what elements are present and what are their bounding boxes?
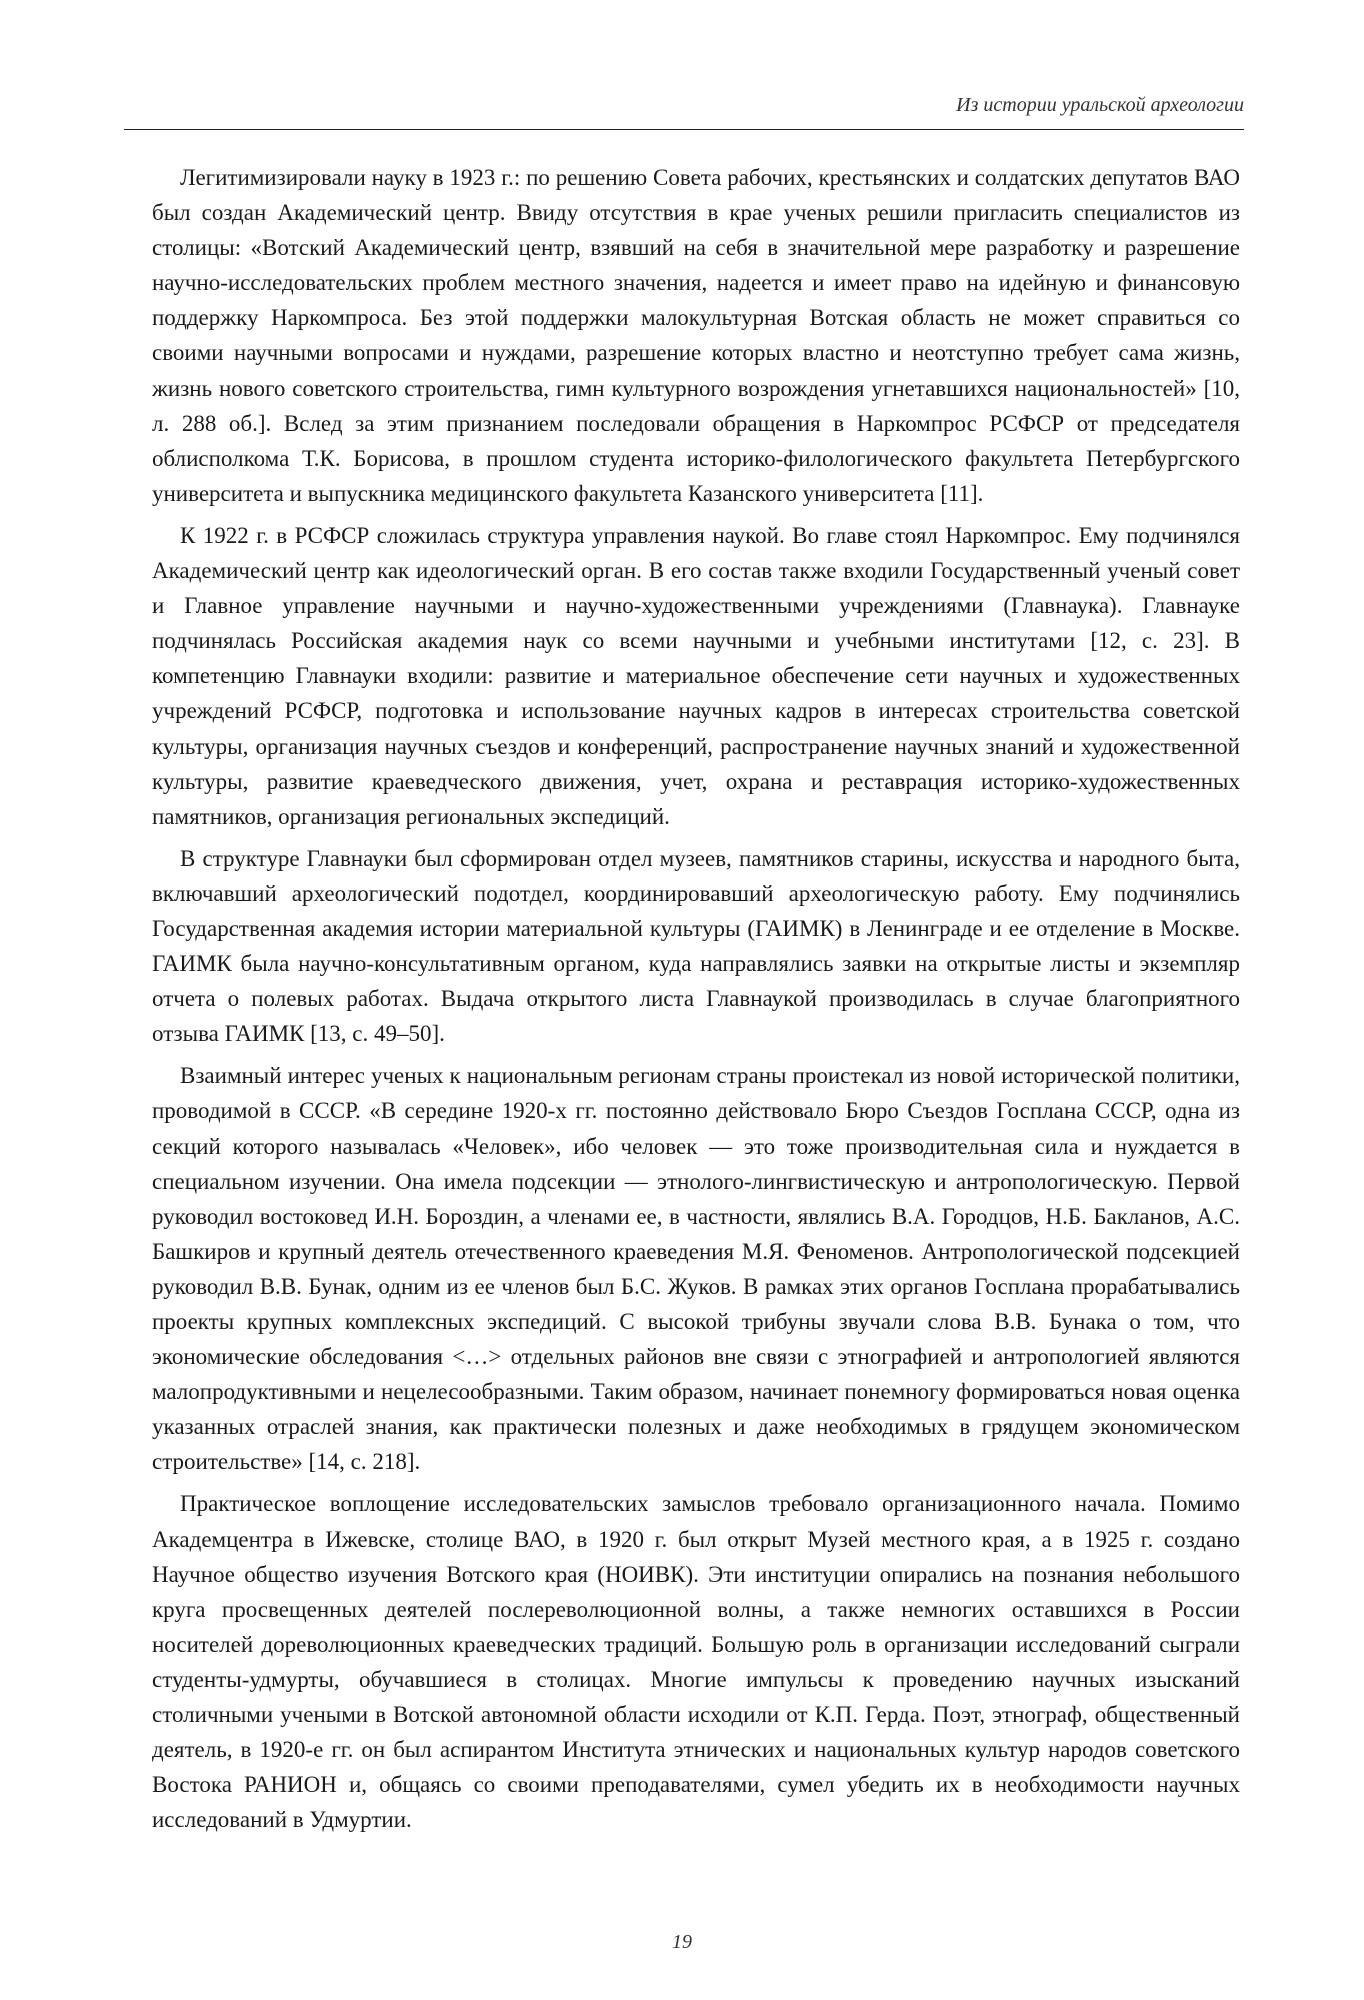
paragraph: Взаимный интерес ученых к национальным регионам страны проистекал из новой исторической политики, проводимой в СССР. «В середине 1920-х гг. постоянно действовало Бюро Съездов Госплана СССР, одна из секций которого называлась «Человек», ибо человек — это тоже производительная сила и нуждается в специальном изучении. Она имела подсекции — этнолого-лингвистическую и антропологическую. Первой руководил востоковед И.Н. Бороздин, а членами ее, в частности, являлись В.А. Городцов, Н.Б. Бакланов, А.С. Башкиров и крупный деятель отечественного краеведения М.Я. Феноменов. Антропологической подсекцией руководил В.В. Бунак, одним из ее членов был Б.С. Жуков. В рамках этих органов Госплана прорабатывались проекты крупных комплексных экспедиций. С высокой трибуны звучали слова В.В. Бунака о том, что экономические обследования <…> отдельных районов вне связи с этнографией и антропологией являются малопродуктивными и нецелесообразными. Таким образом, начинает понемногу формироваться новая оценка указанных отраслей знания, как практически полезных и даже необходимых в грядущем экономическом строительстве» [14, с. 218]. — [152, 1063, 1240, 1475]
paragraph: В структуре Главнауки был сформирован отдел музеев, памятников старины, искусства и народного быта, включавший археологический подотдел, координировавший археологическую работу. Ему подчинялись Государственная академия истории материальной культуры (ГАИМК) в Ленинграде и ее отделение в Москве. ГАИМК была научно-консультативным органом, куда направлялись заявки на открытые листы и экземпляр отчета о полевых работах. Выдача открытого листа Главнаукой производилась в случае благоприятного отзыва ГАИМК [13, с. 49–50]. — [152, 845, 1240, 1047]
page-number: 19 — [672, 1931, 692, 1953]
header-rule — [124, 129, 1244, 130]
paragraph: Практическое воплощение исследовательских замыслов требовало организационного начала. Помимо Академцентра в Ижевске, столице ВАО, в 1920 г. был открыт Музей местного края, а в 1925 г. создано Научное общество изучения Вотского края (НОИВК). Эти институции опирались на познания небольшого круга просвещенных деятелей послереволюционной волны, а также немногих оставшихся в России носителей дореволюционных краеведческих традиций. Большую роль в организации исследований сыграли студенты-удмурты, обучавшиеся в столицах. Многие импульсы к проведению научных изысканий столичными учеными в Вотской автономной области исходили от К.П. Герда. Поэт, этнограф, общественный деятель, в 1920-е гг. он был аспирантом Института этнических и национальных культур народов советского Востока РАНИОН и, общаясь со своими преподавателями, сумел убедить их в необходимости научных исследований в Удмуртии. — [152, 1491, 1240, 1833]
running-head: Из истории уральской археологии — [956, 94, 1244, 116]
body-text — [152, 160, 1240, 1844]
paragraph: Легитимизировали науку в 1923 г.: по решению Совета рабочих, крестьянских и солдатских депутатов ВАО был создан Академический центр. Ввиду отсутствия в крае ученых решили пригласить специалистов из столицы: «Вотский Академический центр, взявший на себя в значительной мере разработку и разрешение научно-исследовательских проблем местного значения, надеется и имеет право на идейную и финансовую поддержку Наркомпроса. Без этой поддержки малокультурная Вотская область не может справиться со своими научными вопросами и нуждами, разрешение которых властно и неотступно требует сама жизнь, жизнь нового советского строительства, гимн культурного возрождения угнетавшихся национальностей» [10, л. 288 об.]. Вслед за этим признанием последовали обращения в Наркомпрос РСФСР от председателя облисполкома Т.К. Борисова, в прошлом студента историко-филологического факультета Петербургского университета и выпускника медицинского факультета Казанского университета [11]. — [152, 165, 1240, 506]
paragraph: К 1922 г. в РСФСР сложилась структура управления наукой. Во главе стоял Наркомпрос. Ему подчинялся Академический центр как идеологический орган. В его состав также входили Государственный ученый совет и Главное управление научными и научно-художественными учреждениями (Главнаука). Главнауке подчинялась Российская академия наук со всеми научными и учебными институтами [12, с. 23]. В компетенцию Главнауки входили: развитие и материальное обеспечение сети научных и художественных учреждений РСФСР, подготовка и использование научных кадров в интересах строительства советской культуры, организация научных съездов и конференций, распространение научных знаний и художественной культуры, развитие краеведческого движения, учет, охрана и реставрация историко-художественных памятников, организация региональных экспедиций. — [152, 522, 1240, 829]
